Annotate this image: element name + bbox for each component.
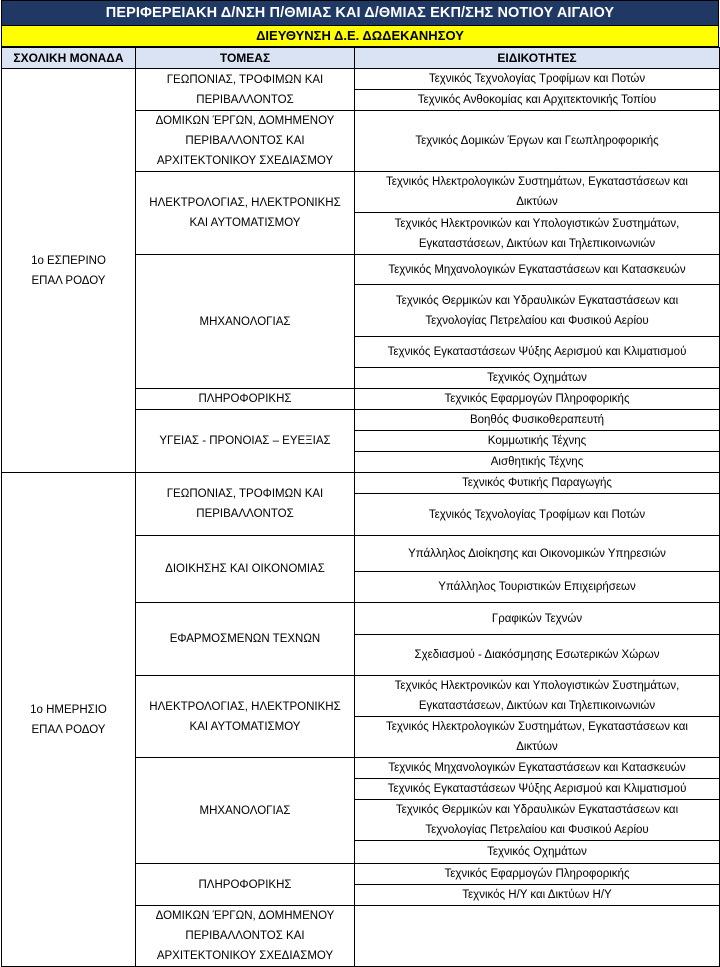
specialty-cell: Τεχνικός Ηλεκτρονικών και Υπολογιστικών Συστημάτων, Εγκαταστάσεων, Δικτύων και Τηλεπικοινωνιών [355,676,720,717]
table-header-row [2,48,720,69]
sector-name-cell: ΜΗΧΑΝΟΛΟΓΙΑΣ [136,758,355,864]
specialty-cell: Τεχνικός Θερμικών και Υδραυλικών Εγκαταστάσεων και Τεχνολογίας Πετρελαίου και Φυσικού Αερίου [355,800,720,841]
specialty-cell: Τεχνικός Μηχανολογικών Εγκαταστάσεων και Κατασκευών [355,255,720,285]
sector-name-cell: ΔΟΜΙΚΩΝ ΈΡΓΩΝ, ΔΟΜΗΜΕΝΟΥ ΠΕΡΙΒΑΛΛΟΝΤΟΣ ΚΑΙ ΑΡΧΙΤΕΚΤΟΝΙΚΟΥ ΣΧΕΔΙΑΣΜΟΥ [136,906,355,967]
specialty-cell: Τεχνικός Μηχανολογικών Εγκαταστάσεων και Κατασκευών [355,758,720,779]
specialty-cell: Τεχνικός Ηλεκτρολογικών Συστημάτων, Εγκαταστάσεων και Δικτύων [355,172,720,213]
specialty-cell: Κομμωτικής Τέχνης [355,431,720,452]
column-header-specialties: ΕΙΔΙΚΟΤΗΤΕΣ [355,48,720,69]
sector-name-cell: ΗΛΕΚΤΡΟΛΟΓΙΑΣ, ΗΛΕΚΤΡΟΝΙΚΗΣ ΚΑΙ ΑΥΤΟΜΑΤΙΣΜΟΥ [136,676,355,758]
column-header-sector: ΤΟΜΕΑΣ [136,48,355,69]
table-row [2,69,720,90]
school-name-cell: 1ο ΗΜΕΡΗΣΙΟ ΕΠΑΛ ΡΟΔΟΥ [2,473,136,967]
specialty-cell: Υπάλληλος Τουριστικών Επιχειρήσεων [355,572,720,603]
specialty-cell: Τεχνικός Η/Υ και Δικτύων Η/Υ [355,885,720,906]
specialty-cell: Τεχνικός Τεχνολογίας Τροφίμων και Ποτών [355,494,720,536]
sector-name-cell: ΜΗΧΑΝΟΛΟΓΙΑΣ [136,255,355,389]
specialty-cell: Τεχνικός Ηλεκτρονικών και Υπολογιστικών Συστημάτων, Εγκαταστάσεων, Δικτύων και Τηλεπικοινωνιών [355,213,720,255]
sector-name-cell: ΓΕΩΠΟΝΙΑΣ, ΤΡΟΦΙΜΩΝ ΚΑΙ ΠΕΡΙΒΑΛΛΟΝΤΟΣ [136,473,355,536]
specialty-cell: Τεχνικός Θερμικών και Υδραυλικών Εγκαταστάσεων και Τεχνολογίας Πετρελαίου και Φυσικού Αερίου [355,285,720,337]
specialty-cell: Τεχνικός Εφαρμογών Πληροφορικής [355,389,720,410]
specialty-cell: Τεχνικός Οχημάτων [355,841,720,864]
specialty-cell: Γραφικών Τεχνών [355,603,720,635]
specialty-cell: Τεχνικός Τεχνολογίας Τροφίμων και Ποτών [355,69,720,90]
specialty-cell: Τεχνικός Ανθοκομίας και Αρχιτεκτονικής Τοπίου [355,90,720,111]
specialty-cell: Τεχνικός Εγκαταστάσεων Ψύξης Αερισμού και Κλιματισμού [355,779,720,800]
specialty-cell [355,906,720,967]
sector-name-cell: ΠΛΗΡΟΦΟΡΙΚΗΣ [136,864,355,906]
sector-name-cell: ΠΛΗΡΟΦΟΡΙΚΗΣ [136,389,355,410]
sector-name-cell: ΗΛΕΚΤΡΟΛΟΓΙΑΣ, ΗΛΕΚΤΡΟΝΙΚΗΣ ΚΑΙ ΑΥΤΟΜΑΤΙΣΜΟΥ [136,172,355,255]
specialty-cell: Τεχνικός Οχημάτων [355,368,720,389]
specialty-cell: Υπάλληλος Διοίκησης και Οικονομικών Υπηρεσιών [355,536,720,572]
specialty-cell: Τεχνικός Φυτικής Παραγωγής [355,473,720,494]
specialty-cell: Τεχνικός Εφαρμογών Πληροφορικής [355,864,720,885]
specialty-cell: Βοηθός Φυσικοθεραπευτή [355,410,720,431]
document-page [1,0,719,967]
sector-name-cell: ΔΙΟΙΚΗΣΗΣ ΚΑΙ ΟΙΚΟΝΟΜΙΑΣ [136,536,355,603]
page-subtitle: ΔΙΕΥΘΥΝΣΗ Δ.Ε. ΔΩΔΕΚΑΝΗΣΟΥ [1,26,719,47]
sector-name-cell: ΕΦΑΡΜΟΣΜΕΝΩΝ ΤΕΧΝΩΝ [136,603,355,676]
specialty-cell: Τεχνικός Εγκαταστάσεων Ψύξης Αερισμού και Κλιματισμού [355,337,720,368]
specialty-cell: Αισθητικής Τέχνης [355,452,720,473]
sector-name-cell: ΔΟΜΙΚΩΝ ΈΡΓΩΝ, ΔΟΜΗΜΕΝΟΥ ΠΕΡΙΒΑΛΛΟΝΤΟΣ ΚΑΙ ΑΡΧΙΤΕΚΤΟΝΙΚΟΥ ΣΧΕΔΙΑΣΜΟΥ [136,111,355,172]
sector-name-cell: ΓΕΩΠΟΝΙΑΣ, ΤΡΟΦΙΜΩΝ ΚΑΙ ΠΕΡΙΒΑΛΛΟΝΤΟΣ [136,69,355,111]
sector-name-cell: ΥΓΕΙΑΣ - ΠΡΟΝΟΙΑΣ – ΕΥΕΞΙΑΣ [136,410,355,473]
school-name-cell: 1ο ΕΣΠΕΡΙΝΟ ΕΠΑΛ ΡΟΔΟΥ [2,69,136,473]
page-title: ΠΕΡΙΦΕΡΕΙΑΚΗ Δ/ΝΣΗ Π/ΘΜΙΑΣ ΚΑΙ Δ/ΘΜΙΑΣ ΕΚΠ/ΣΗΣ ΝΟΤΙΟΥ ΑΙΓΑΙΟΥ [1,0,719,26]
table-body [2,69,720,967]
specialties-table [1,47,720,967]
column-header-school: ΣΧΟΛΙΚΗ ΜΟΝΑΔΑ [2,48,136,69]
specialty-cell: Σχεδιασμού - Διακόσμησης Εσωτερικών Χώρων [355,635,720,676]
specialty-cell: Τεχνικός Ηλεκτρολογικών Συστημάτων, Εγκαταστάσεων και Δικτύων [355,717,720,758]
table-row [2,473,720,494]
specialty-cell: Τεχνικός Δομικών Έργων και Γεωπληροφορικής [355,111,720,172]
